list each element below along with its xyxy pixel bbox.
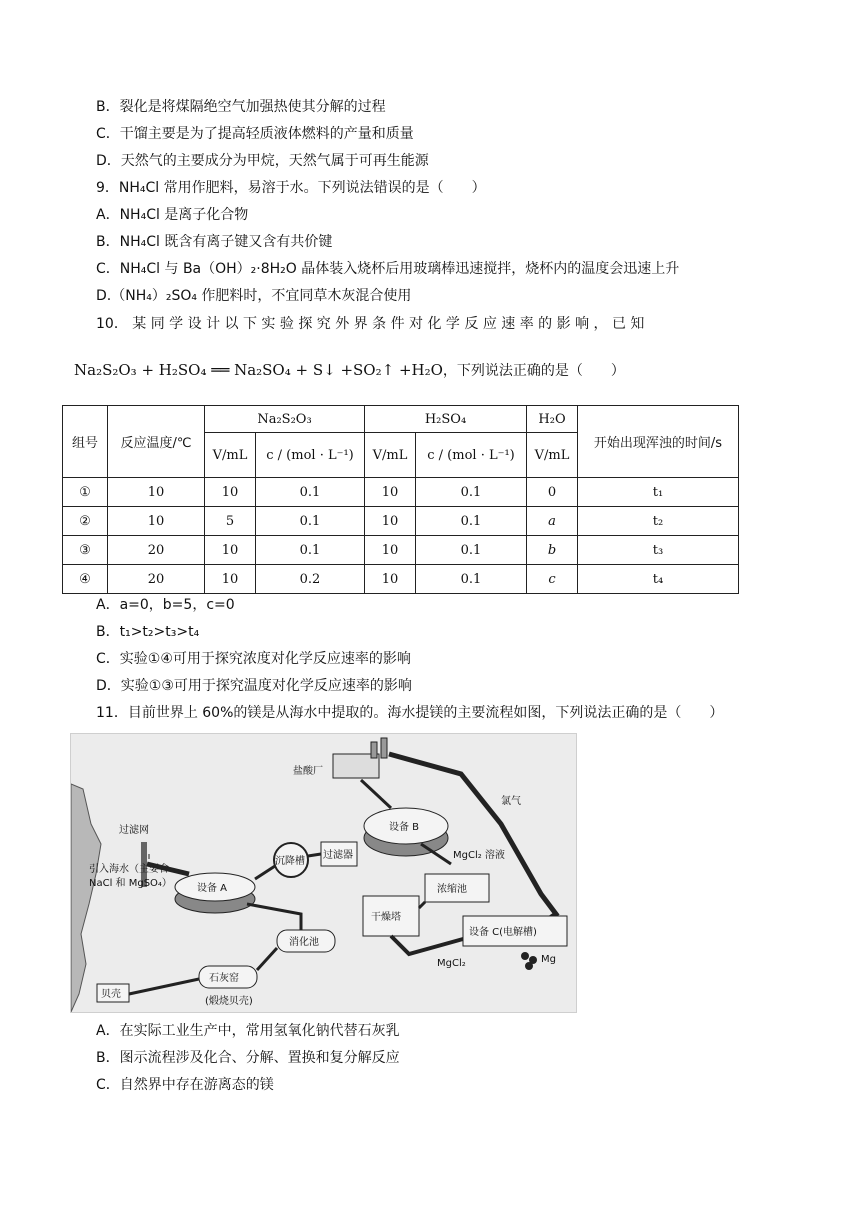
cell-time: t₁: [578, 478, 739, 507]
q9-option-c: C．NH₄Cl 与 Ba（OH）₂·8H₂O 晶体装入烧杯后用玻璃棒迅速搅拌，烧杯内的温度会迅速上升: [96, 261, 680, 277]
q10-equation-line: [74, 360, 625, 380]
label-device-c: 设备 C(电解槽): [469, 927, 537, 938]
cell-v-h2so4: 10: [365, 536, 416, 565]
label-kiln: 石灰窑: [209, 973, 239, 984]
cell-v-h2so4: 10: [365, 507, 416, 536]
table-row: [63, 507, 739, 536]
q11-option-a: A．在实际工业生产中，常用氢氧化钠代替石灰乳: [96, 1023, 400, 1039]
table-row: [63, 478, 739, 507]
q10-option-a: A．a=0，b=5，c=0: [96, 597, 235, 613]
cell-c-h2so4: 0.1: [416, 478, 527, 507]
header-v-h2o: V/mL: [527, 433, 578, 478]
q11-stem: 11．目前世界上 60%的镁是从海水中提取的。海水提镁的主要流程如图，下列说法正确的是（ ）: [96, 705, 724, 721]
reaction-equation: Na₂S₂O₃ + H₂SO₄ ══ Na₂SO₄ + S↓ +SO₂↑ +H₂O: [74, 361, 443, 379]
cell-c-h2so4: 0.1: [416, 565, 527, 594]
label-mg: Mg: [541, 954, 556, 965]
header-h2so4: H₂SO₄: [365, 406, 527, 433]
q9-option-a: A．NH₄Cl 是离子化合物: [96, 207, 249, 223]
cell-temp: 20: [108, 565, 205, 594]
header-na2s2o3: Na₂S₂O₃: [205, 406, 365, 433]
header-group: 组号: [63, 406, 108, 478]
cell-v-na: 10: [205, 565, 256, 594]
cell-c-na: 0.1: [256, 478, 365, 507]
label-chlorine: 氯气: [501, 796, 521, 807]
label-device-b: 设备 B: [389, 822, 420, 833]
label-mgcl2: MgCl₂: [437, 958, 466, 969]
cell-c-h2so4: 0.1: [416, 536, 527, 565]
cell-temp: 10: [108, 507, 205, 536]
cell-v-na: 5: [205, 507, 256, 536]
q8-option-c: C．干馏主要是为了提高轻质液体燃料的产量和质量: [96, 126, 414, 142]
table-row: [63, 565, 739, 594]
label-kiln-note: (煅烧贝壳): [205, 996, 253, 1007]
header-temperature: 反应温度/℃: [108, 406, 205, 478]
coastline-shape: [71, 784, 101, 1012]
header-c-na: c / (mol · L⁻¹): [256, 433, 365, 478]
cell-temp: 20: [108, 536, 205, 565]
q8-option-d: D．天然气的主要成分为甲烷，天然气属于可再生能源: [96, 153, 429, 169]
cell-temp: 10: [108, 478, 205, 507]
cell-time: t₃: [578, 536, 739, 565]
label-slaking: 消化池: [289, 937, 319, 948]
cell-v-h2o: 0: [527, 478, 578, 507]
table-row: [63, 536, 739, 565]
cell-v-h2so4: 10: [365, 565, 416, 594]
cell-v-h2o: b: [527, 536, 578, 565]
cell-c-na: 0.2: [256, 565, 365, 594]
experiment-table: [62, 405, 739, 594]
label-dryer: 干燥塔: [371, 912, 401, 923]
q10-stem: 10． 某 同 学 设 计 以 下 实 验 探 究 外 界 条 件 对 化 学 反 应 速 率 的 影 响 ， 已 知: [96, 316, 645, 332]
cell-c-na: 0.1: [256, 507, 365, 536]
flow-diagram-svg: [71, 734, 576, 1012]
cell-c-na: 0.1: [256, 536, 365, 565]
q8-option-b: B．裂化是将煤隔绝空气加强热使其分解的过程: [96, 99, 386, 115]
cell-v-na: 10: [205, 478, 256, 507]
q9-stem: 9．NH₄Cl 常用作肥料，易溶于水。下列说法错误的是（ ）: [96, 180, 486, 196]
cell-v-na: 10: [205, 536, 256, 565]
label-filter-pool: 过滤器: [323, 850, 353, 861]
q9-option-d: D.（NH₄）₂SO₄ 作肥料时，不宜同草木灰混合使用: [96, 288, 412, 304]
label-filter-net: 过滤网: [119, 825, 149, 836]
label-settling: 沉降槽: [275, 856, 305, 867]
q9-option-b: B．NH₄Cl 既含有离子键又含有共价键: [96, 234, 333, 250]
label-concentrator: 浓缩池: [437, 884, 467, 895]
cell-time: t₄: [578, 565, 739, 594]
q10-option-b: B．t₁>t₂>t₃>t₄: [96, 624, 200, 640]
cell-id: ④: [63, 565, 108, 594]
header-c-h2so4: c / (mol · L⁻¹): [416, 433, 527, 478]
q11-option-c: C．自然界中存在游离态的镁: [96, 1077, 274, 1093]
label-shells: 贝壳: [101, 989, 121, 1000]
header-v-h2so4: V/mL: [365, 433, 416, 478]
cell-c-h2so4: 0.1: [416, 507, 527, 536]
header-turbid-time: 开始出现浑浊的时间/s: [578, 406, 739, 478]
cell-v-h2o: a: [527, 507, 578, 536]
cell-v-h2so4: 10: [365, 478, 416, 507]
seawater-magnesium-flow-diagram: [70, 733, 577, 1013]
label-mgcl2-solution: MgCl₂ 溶液: [453, 850, 505, 861]
header-h2o: H₂O: [527, 406, 578, 433]
cell-id: ③: [63, 536, 108, 565]
q10-option-c: C．实验①④可用于探究浓度对化学反应速率的影响: [96, 651, 411, 667]
label-hcl-plant: 盐酸厂: [293, 766, 323, 777]
cell-id: ①: [63, 478, 108, 507]
q11-option-b: B．图示流程涉及化合、分解、置换和复分解反应: [96, 1050, 400, 1066]
label-seawater-2: NaCl 和 MgSO₄）: [89, 878, 172, 889]
cell-v-h2o: c: [527, 565, 578, 594]
q10-stem-tail: ，下列说法正确的是（ ）: [442, 363, 625, 379]
cell-time: t₂: [578, 507, 739, 536]
header-v-na: V/mL: [205, 433, 256, 478]
cell-id: ②: [63, 507, 108, 536]
q10-option-d: D．实验①③可用于探究温度对化学反应速率的影响: [96, 678, 412, 694]
label-device-a: 设备 A: [197, 883, 228, 894]
label-seawater-1: 引入海水（主要含: [89, 864, 169, 875]
